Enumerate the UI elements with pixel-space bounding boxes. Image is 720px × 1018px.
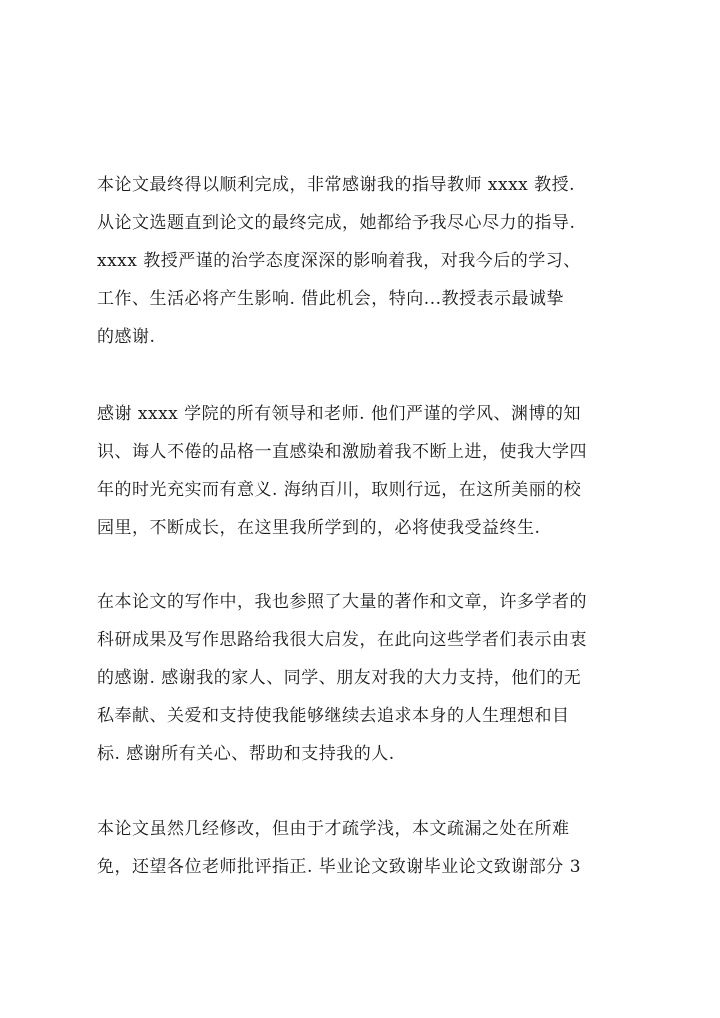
paragraph-1-line-1: 本论文最终得以顺利完成，非常感谢我的指导教师 xxxx 教授.	[97, 175, 576, 195]
paragraph-1-line-3: xxxx 教授严谨的治学态度深深的影响着我，对我今后的学习、	[97, 251, 581, 271]
paragraph-1-line-2: 从论文选题直到论文的最终完成，她都给予我尽心尽力的指导.	[97, 213, 576, 233]
paragraph-2-line-3: 年的时光充实而有意义. 海纳百川，取则行远，在这所美丽的校	[97, 480, 582, 500]
paragraph-4-line-1: 本论文虽然几经修改，但由于才疏学浅，本文疏漏之处在所难	[97, 819, 570, 839]
paragraph-3-line-4: 私奉献、关爱和支持使我能够继续去追求本身的人生理想和目	[97, 706, 570, 726]
paragraph-3-line-3: 的感谢. 感谢我的家人、同学、朋友对我的大力支持，他们的无	[97, 668, 582, 688]
paragraph-4-line-2: 免，还望各位老师批评指正. 毕业论文致谢毕业论文致谢部分 3	[97, 857, 582, 877]
paragraph-3-line-5: 标. 感谢所有关心、帮助和支持我的人.	[97, 744, 395, 764]
paragraph-2-line-2: 识、诲人不倦的品格一直感染和激励着我不断上进，使我大学四	[97, 442, 587, 462]
paragraph-1-line-4: 工作、生活必将产生影响. 借此机会，特向...教授表示最诚挚	[97, 289, 565, 309]
paragraph-2-line-1: 感谢 xxxx 学院的所有领导和老师. 他们严谨的学风、渊博的知	[97, 404, 581, 424]
paragraph-3-line-2: 科研成果及写作思路给我很大启发，在此向这些学者们表示由衷	[97, 630, 587, 650]
paragraph-3-line-1: 在本论文的写作中，我也参照了大量的著作和文章，许多学者的	[97, 592, 587, 612]
paragraph-2-line-4: 园里，不断成长，在这里我所学到的，必将使我受益终生.	[97, 518, 541, 538]
paragraph-1-line-5: 的感谢.	[97, 327, 156, 347]
